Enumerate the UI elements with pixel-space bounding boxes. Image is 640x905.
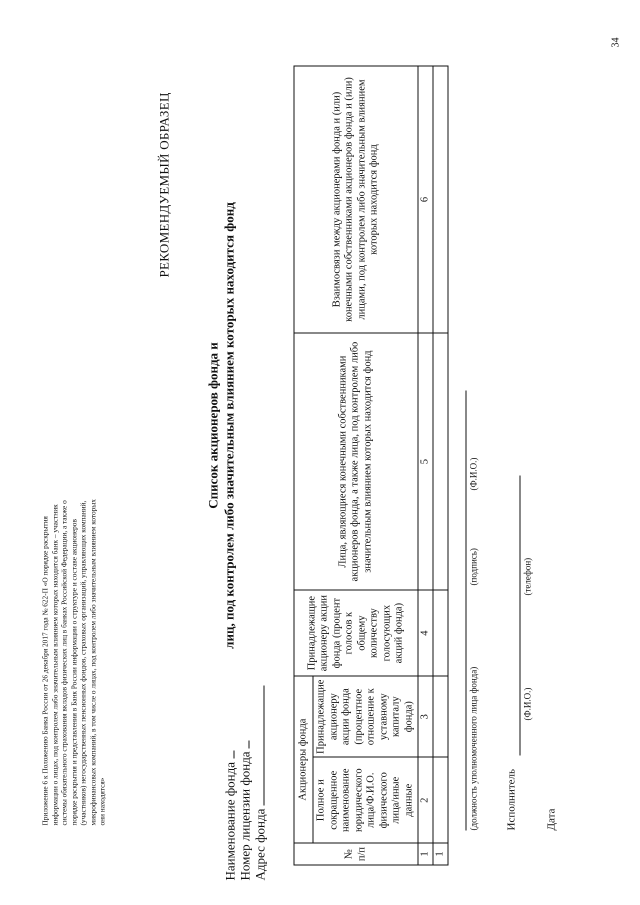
column-number: 4 xyxy=(418,590,433,676)
executor-label: Исполнитель xyxy=(505,768,517,830)
table-cell[interactable] xyxy=(433,757,448,843)
fund-address-row xyxy=(252,685,267,880)
column-number: 6 xyxy=(418,66,433,333)
signature-line[interactable] xyxy=(465,390,466,830)
title-line-2: лиц, под контролем либо значительным влиянием которых находится фонд xyxy=(221,201,236,649)
fund-name-row xyxy=(222,685,237,880)
table-group-row xyxy=(294,66,313,865)
title-line-1: Список акционеров фонда и xyxy=(205,341,220,509)
col-number-header: № п/п xyxy=(294,843,418,865)
column-number: 1 xyxy=(418,843,433,865)
fund-name-label: Наименование фонда xyxy=(222,761,237,880)
executor-line[interactable] xyxy=(519,475,520,755)
recommended-sample-stamp: РЕКОМЕНДУЕМЫЙ ОБРАЗЕЦ xyxy=(156,91,171,277)
column-numbers-row xyxy=(418,66,433,865)
table-row xyxy=(433,66,448,865)
row-index: 1 xyxy=(433,843,448,865)
fio-caption: (Ф.И.О.) xyxy=(468,457,478,490)
col-owners-header: Лица, являющиеся конечными собственниками акционеров фонда, а также лица, под контролем либо значительным влиянием которых находится фонд xyxy=(294,333,418,590)
col-relations-header: Взаимосвязи между акционерами фонда и (или) конечными собственниками акционеров фонда и (или) лицами, под контролем либо значительным влиянием которых находится фонд xyxy=(294,66,418,333)
col-name-header: Полное и сокращенное наименование юридического лица/Ф.И.О. физического лица/иные данные xyxy=(313,757,418,843)
table-cell[interactable] xyxy=(433,333,448,590)
table-cell[interactable] xyxy=(433,590,448,676)
table-cell[interactable] xyxy=(433,676,448,757)
document-title xyxy=(205,145,237,705)
sign-caption: (подпись) xyxy=(468,547,478,585)
phone-caption: (телефон) xyxy=(522,557,532,595)
page-number: 34 xyxy=(610,37,621,47)
appendix-note: Приложение 6 к Положению Банка России от 26 декабря 2017 года № 622-П «О порядке раскрытия информации о лицах, под контролем либо значительным влиянием которых находится банк – участник системы обязательного страхования вкладов физических лиц в банках Российской Федерации, а также о порядке раскрытия и представления в Банк России информации о структуре и составе акционеров (участников) негосударственных пенсионных фондов, страховых организаций, управляющих компаний, микрофинансовых компаний, в том числе о лицах, под контролем либо значительным влиянием которых они находятся» xyxy=(40,498,106,825)
position-caption: (должность уполномоченного лица фонда) xyxy=(468,666,478,830)
license-number-row xyxy=(237,685,252,880)
fund-fields xyxy=(222,685,267,880)
fund-address-label: Адрес фонда xyxy=(252,808,267,880)
executor-fio-caption: (Ф.И.О.) xyxy=(522,687,532,720)
table-cell[interactable] xyxy=(433,66,448,333)
license-number-line[interactable] xyxy=(237,740,249,748)
fund-address-line[interactable] xyxy=(252,685,264,805)
license-number-label: Номер лицензии фонда xyxy=(237,750,252,880)
shareholders-group-header: Акционеры фонда xyxy=(294,676,313,843)
date-label: Дата xyxy=(545,808,557,830)
shareholders-table xyxy=(293,65,448,865)
column-number: 5 xyxy=(418,333,433,590)
column-number: 3 xyxy=(418,676,433,757)
col-capital-share-header: Принадлежащие акционеру акции фонда (процентное отношение к уставному капиталу фонда) xyxy=(313,676,418,757)
fund-name-line[interactable] xyxy=(222,750,234,758)
col-votes-header: Принадлежащие акционеру акции фонда (процент голосов к общему количеству голосующих акций фонда) xyxy=(294,590,418,676)
column-number: 2 xyxy=(418,757,433,843)
